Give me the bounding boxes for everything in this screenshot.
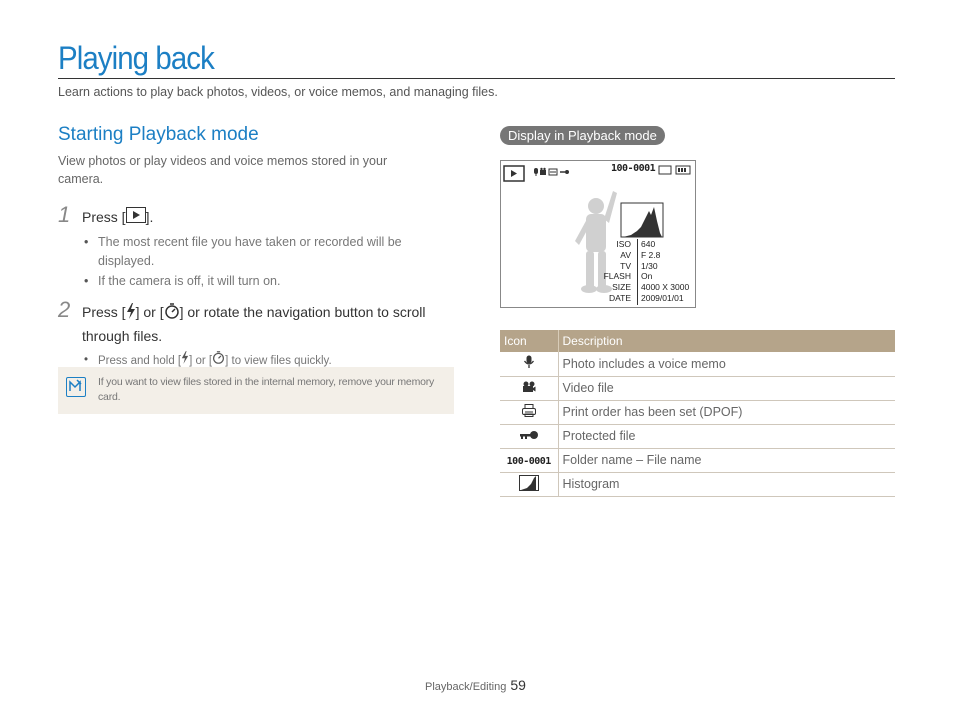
info-divider bbox=[637, 239, 638, 305]
icon-cell bbox=[500, 448, 558, 472]
step-text-part: Press [ bbox=[82, 209, 126, 225]
note-text: If you want to view files stored in the internal memory, remove your memory card. bbox=[98, 376, 435, 403]
table-row bbox=[500, 352, 895, 376]
table-row bbox=[500, 448, 895, 472]
protected-file-icon bbox=[519, 429, 539, 443]
step-text-part: Press [ bbox=[82, 304, 126, 321]
info-value: F 2.8 bbox=[641, 249, 661, 260]
description-cell: Print order has been set (DPOF) bbox=[558, 400, 895, 424]
table-row bbox=[500, 424, 895, 448]
voice-memo-icon bbox=[534, 168, 538, 176]
description-cell: Photo includes a voice memo bbox=[558, 352, 895, 376]
info-value: 640 bbox=[641, 239, 656, 249]
icon-cell bbox=[500, 400, 558, 424]
icon-cell bbox=[500, 376, 558, 400]
file-number-label: 100-0001 bbox=[611, 163, 656, 174]
step-2 bbox=[58, 297, 458, 370]
info-values bbox=[641, 239, 689, 304]
info-label: FLASH bbox=[603, 271, 631, 282]
page-title: Playing back bbox=[58, 40, 214, 76]
page-footer bbox=[425, 677, 526, 693]
table-row bbox=[500, 400, 895, 424]
step-text bbox=[82, 301, 458, 346]
icon-description-table bbox=[500, 330, 895, 497]
info-label: TV bbox=[620, 260, 631, 271]
playback-button-icon bbox=[126, 207, 146, 229]
footer-section: Playback/Editing bbox=[425, 681, 507, 693]
step-text-part: ]. bbox=[145, 209, 154, 225]
title-divider bbox=[58, 78, 895, 79]
folder-file-name-icon: 100-0001 bbox=[506, 456, 551, 467]
icon-cell bbox=[500, 352, 558, 376]
histogram-icon bbox=[519, 480, 539, 494]
icon-cell bbox=[500, 424, 558, 448]
timer-button-icon bbox=[164, 303, 180, 325]
table-header-row bbox=[500, 330, 895, 352]
left-column bbox=[58, 124, 458, 372]
section-title: Starting Playback mode bbox=[58, 124, 259, 145]
print-order-icon bbox=[522, 406, 536, 420]
list-item: • The most recent file you have taken or recorded will be displayed. bbox=[82, 233, 458, 271]
battery-icon bbox=[676, 166, 690, 174]
description-cell: Video file bbox=[558, 376, 895, 400]
info-value: 2009/01/01 bbox=[641, 292, 684, 303]
video-file-icon bbox=[522, 382, 536, 396]
voice-memo-icon bbox=[523, 358, 535, 372]
info-label: SIZE bbox=[612, 282, 631, 293]
info-value: On bbox=[641, 271, 653, 282]
note-icon bbox=[66, 377, 86, 397]
flash-button-icon bbox=[126, 303, 136, 325]
protected-file-icon bbox=[560, 170, 569, 174]
list-item: • If the camera is off, it will turn on. bbox=[82, 272, 458, 291]
info-value: 1/30 bbox=[641, 260, 658, 271]
table-row bbox=[500, 472, 895, 496]
playback-screen-diagram bbox=[500, 160, 696, 308]
section-description: View photos or play videos and voice memos stored in your camera. bbox=[58, 154, 388, 186]
bullet-text-part: ] to view files quickly. bbox=[225, 354, 332, 367]
playback-mode-icon bbox=[504, 166, 524, 181]
print-order-icon bbox=[549, 169, 557, 175]
note-box bbox=[58, 367, 454, 414]
column-header-icon: Icon bbox=[500, 330, 558, 352]
page-intro: Learn actions to play back photos, videos, or voice memos, and managing files. bbox=[58, 85, 498, 99]
step-text-part: ] or [ bbox=[135, 304, 164, 321]
bullet-text-part: Press and hold [ bbox=[98, 354, 182, 367]
description-cell: Histogram bbox=[558, 472, 895, 496]
icon-cell bbox=[500, 472, 558, 496]
description-cell: Protected file bbox=[558, 424, 895, 448]
step-text bbox=[82, 206, 458, 229]
page-number: 59 bbox=[510, 677, 526, 693]
info-label: AV bbox=[620, 249, 631, 260]
step-1-bullets bbox=[82, 233, 458, 291]
table-row bbox=[500, 376, 895, 400]
description-cell: Folder name – File name bbox=[558, 448, 895, 472]
step-number: 2 bbox=[58, 297, 71, 323]
step-1 bbox=[58, 202, 458, 291]
video-file-icon bbox=[540, 168, 546, 175]
info-labels bbox=[589, 239, 631, 304]
info-label: ISO bbox=[616, 239, 631, 249]
memory-card-icon bbox=[659, 166, 671, 174]
display-label-badge: Display in Playback mode bbox=[500, 126, 665, 145]
histogram-icon bbox=[621, 203, 663, 237]
bullet-text-part: ] or [ bbox=[189, 354, 213, 367]
step-number: 1 bbox=[58, 202, 71, 227]
column-header-description: Description bbox=[558, 330, 895, 352]
step-text-part: ] or rotate the navigation button to scroll through files. bbox=[82, 304, 426, 344]
info-value: 4000 X 3000 bbox=[641, 282, 690, 293]
info-label: DATE bbox=[608, 292, 631, 303]
